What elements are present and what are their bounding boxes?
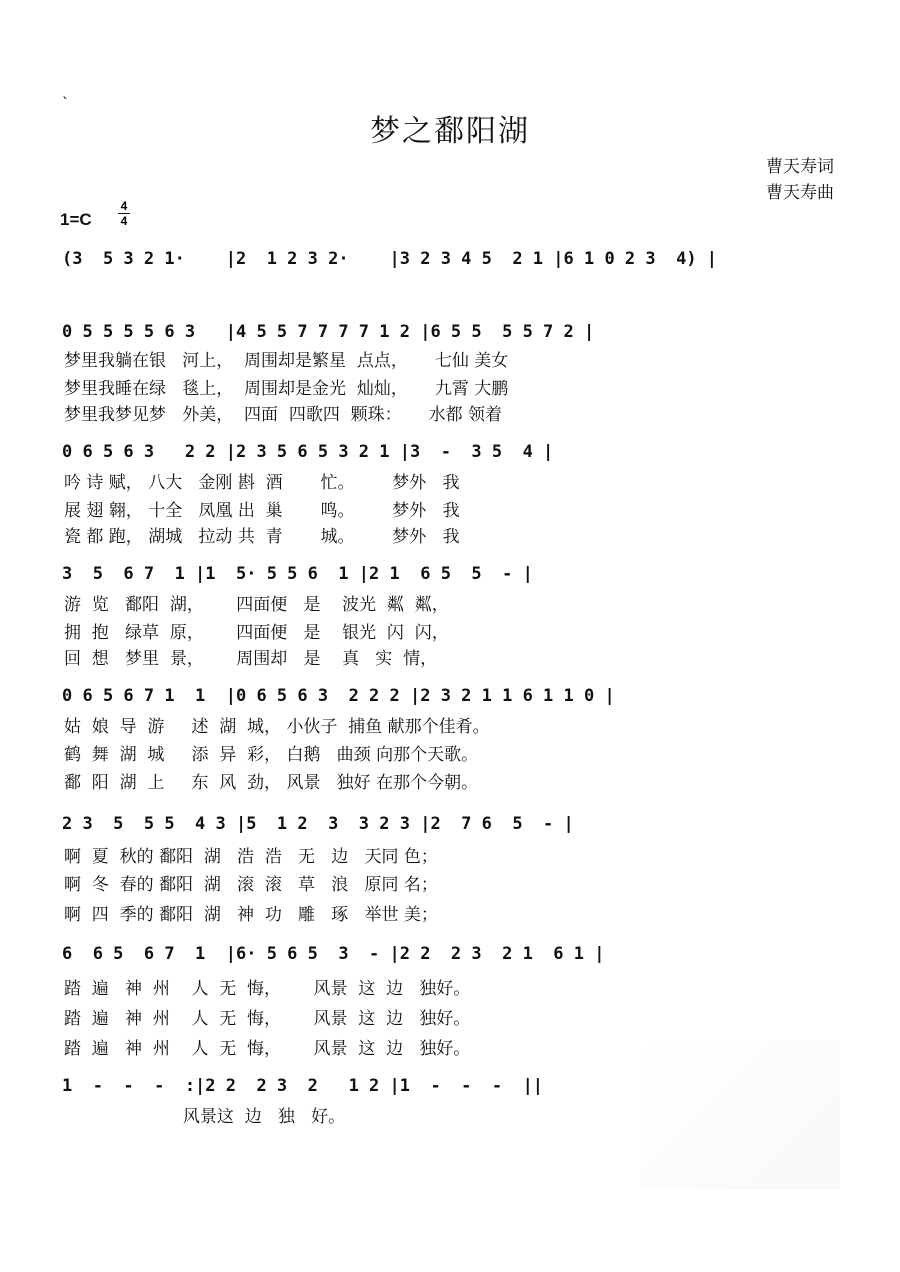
notation-line: 1 - - - :|2 2 2 3 2 1 2 |1 - - - || — [62, 1076, 544, 1096]
lyric-line: 姑 娘 导 游 述 湖 城， 小伙子 捕鱼 献那个佳肴。 — [64, 717, 490, 737]
notation-line: 0 6 5 6 7 1 1 |0 6 5 6 3 2 2 2 |2 3 2 1 1 6 1 1 0 | — [62, 686, 615, 706]
notation-line: 0 6 5 6 3 2 2 |2 3 5 6 5 3 2 1 |3 - 3 5 4 | — [62, 442, 554, 462]
time-signature-bottom: 4 — [118, 213, 130, 228]
key-signature: 1=C — [60, 210, 92, 229]
lyric-line: 梦里我睡在绿 毯上， 周围却是金光 灿灿， 九霄 大鹏 — [64, 379, 509, 399]
lyric-line: 鄱 阳 湖 上 东 风 劲， 风景 独好 在那个今朝。 — [64, 773, 479, 793]
time-signature — [118, 199, 130, 228]
stray-mark: ` — [62, 96, 69, 112]
song-title: 梦之鄱阳湖 — [370, 114, 530, 149]
lyric-line: 梦里我躺在银 河上， 周围却是繁星 点点， 七仙 美女 — [64, 351, 509, 371]
lyric-line: 踏 遍 神 州 人 无 悔， 风景 这 边 独好。 — [64, 1039, 471, 1059]
lyric-line: 吟 诗 赋， 八大 金刚 斟 酒 忙。 梦外 我 — [64, 473, 460, 493]
lyric-line: 鹤 舞 湖 城 添 异 彩， 白鹅 曲颈 向那个天歌。 — [64, 745, 479, 765]
lyric-line: 拥 抱 绿草 原， 四面便 是 银光 闪 闪， — [64, 623, 449, 643]
lyricist-credit: 曹天寿词 — [766, 157, 834, 177]
notation-line: 3 5 6 7 1 |1 5· 5 5 6 1 |2 1 6 5 5 - | — [62, 564, 533, 584]
lyric-line: 瓷 都 跑， 湖城 拉动 共 青 城。 梦外 我 — [64, 527, 460, 547]
lyric-line: 踏 遍 神 州 人 无 悔， 风景 这 边 独好。 — [64, 1009, 471, 1029]
notation-line: 6 6 5 6 7 1 |6· 5 6 5 3 - |2 2 2 3 2 1 6 1 | — [62, 944, 605, 964]
lyric-line: 啊 四 季的 鄱阳 湖 神 功 雕 琢 举世 美； — [64, 905, 438, 925]
lyric-line: 梦里我梦见梦 外美， 四面 四歌四 颗珠： 水都 领着 — [64, 405, 503, 425]
notation-line: (3 5 3 2 1· |2 1 2 3 2· |3 2 3 4 5 2 1 |6 1 0 2 3 4) | — [62, 249, 718, 269]
lyric-line: 啊 冬 春的 鄱阳 湖 滚 滚 草 浪 原同 名； — [64, 875, 438, 895]
lyric-line: 啊 夏 秋的 鄱阳 湖 浩 浩 无 边 天同 色； — [64, 847, 438, 867]
lyric-line: 展 翅 翱， 十全 凤凰 出 巢 鸣。 梦外 我 — [64, 501, 460, 521]
lyric-line: 踏 遍 神 州 人 无 悔， 风景 这 边 独好。 — [64, 979, 471, 999]
lyric-line: 回 想 梦里 景， 周围却 是 真 实 情， — [64, 649, 438, 669]
lyric-line: 游 览 鄱阳 湖， 四面便 是 波光 粼 粼， — [64, 595, 449, 615]
notation-line: 2 3 5 5 5 4 3 |5 1 2 3 3 2 3 |2 7 6 5 - | — [62, 814, 574, 834]
time-signature-top: 4 — [120, 199, 128, 213]
faded-corner — [640, 1040, 840, 1190]
composer-credit: 曹天寿曲 — [766, 183, 834, 203]
notation-line: 0 5 5 5 5 6 3 |4 5 5 7 7 7 7 1 2 |6 5 5 5 5 7 2 | — [62, 322, 595, 342]
lyric-line: 风景这 边 独 好。 — [64, 1107, 346, 1127]
